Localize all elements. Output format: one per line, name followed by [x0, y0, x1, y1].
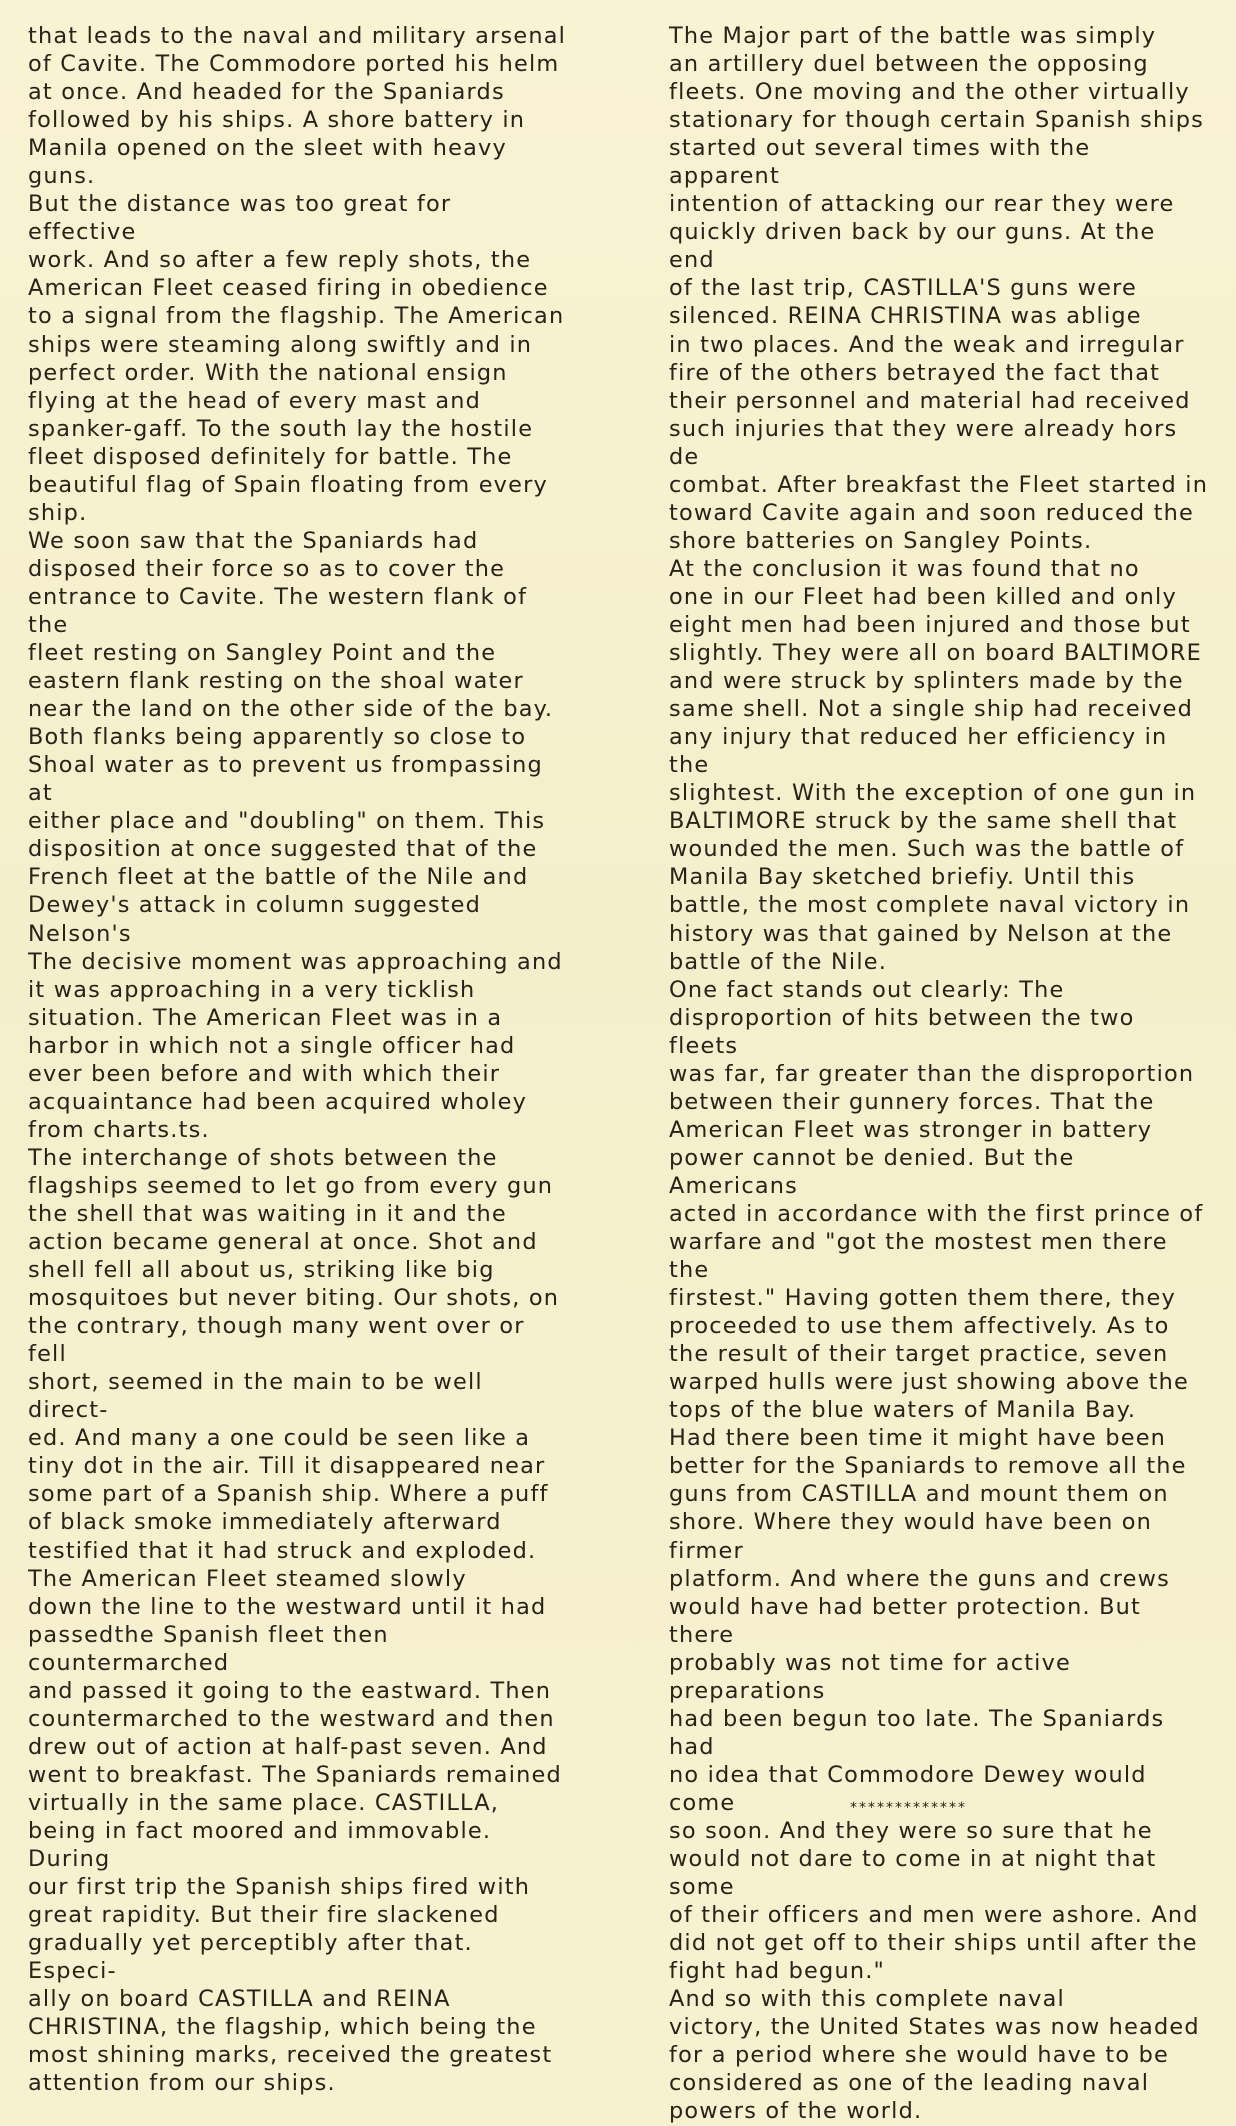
paragraph: The Major part of the battle was simply an artillery duel between the opposing fleets. One moving and the other virtually stationary for though certain Spanish ships started out several times with the apparent intention of attacking our rear they were quickly driven back by our guns. At the end of the last trip, CASTILLA'S guns were silenced. REINA CHRISTINA was ablige in two places. And the weak and irregular fire of the others betrayed the fact that their personnel and material had received such injuries that they were already hors de combat. After breakfast the Fleet started in toward Cavite again and soon reduced the shore batteries on Sangley Points. — [669, 23, 1209, 554]
end-mark: ************* — [850, 1800, 967, 1816]
paragraph: The interchange of shots between the flagships seemed to let go from every gun the shell that was waiting in it and the action became general at once. Shot and shell fell all about us, striking like big mosquitoes but never biting. Our shots, on the contrary, though many went over or fell short, seemed in the main to be well direct- ed. And many a one could be seen like a tiny dot in the air. Till it disappeared near some part of a Spanish ship. Where a puff of black smoke immediately afterward testified that it had struck and exploded. — [28, 1144, 560, 1564]
paragraph: At the conclusion it was found that no one in our Fleet had been killed and only eight men had been injured and those but slightly. They were all on board BALTIMORE and were struck by splinters made by the same shell. Not a single ship had received any injury that reduced her efficiency in the slightest. With the exception of one gun in BALTIMORE struck by the same shell that wounded the men. Such was the battle of Manila Bay sketched briefiy. Until this battle, the most complete naval victory in history was that gained by Nelson at the battle of the Nile. — [669, 555, 1202, 975]
paragraph: We soon saw that the Spaniards had disposed their force so as to cover the entrance to Cavite. The western flank of the fleet resting on Sangley Point and the eastern flank resting on the shoal water near the land on the other side of the bay. Both flanks being apparently so close to Shoal water as to prevent us frompassing at either place and "doubling" on them. This disposition at once suggested that of the French fleet at the battle of the Nile and Dewey's attack in column suggested Nelson's The decisive moment was approaching and it was approaching in a very ticklish situation. The American Fleet was in a harbor in which not a single officer had ever been before and with which their acquaintance had been acquired wholey from charts.ts. — [28, 527, 563, 1143]
paragraph: that leads to the naval and military arsenal of Cavite. The Commodore ported his helm at once. And headed for the Spaniards followed by his ships. A shore battery in Manila opened on the sleet with heavy guns. But the distance was too great for effective work. And so after a few reply shots, the American Fleet ceased firing in obedience to a signal from the flagship. The American ships were steaming along swiftly and in perfect order. With the national ensign flying at the head of every mast and spanker-gaff. To the south lay the hostile fleet disposed definitely for battle. The beautiful flag of Spain floating from every ship. — [28, 23, 567, 526]
left-column — [28, 22, 568, 2097]
paragraph: One fact stands out clearly: The disproportion of hits between the two fleets was far, far greater than the disproportion between their gunnery forces. That the American Fleet was stronger in battery power cannot be denied. But the Americans acted in accordance with the first prince of warfare and "got the mostest men there the firstest." Having gotten them there, they proceeded to use them affectively. As to the result of their target practice, seven warped hulls were just showing above the tops of the blue waters of Manila Bay. — [669, 976, 1204, 1424]
paragraph: The American Fleet steamed slowly down the line to the westward until it had passedthe Spanish fleet then countermarched and passed it going to the eastward. Then countermarched to the westward and then drew out of action at half-past seven. And went to breakfast. The Spaniards remained virtually in the same place. CASTILLA, being in fact moored and immovable. During our first trip the Spanish ships fired with great rapidity. But their fire slackened gradually yet perceptibly after that. Especi- ally on board CASTILLA and REINA CHRISTINA, the flagship, which being the most shining marks, received the greatest attention from our ships. — [28, 1565, 562, 2097]
paragraph: And so with this complete naval victory, the United States was now headed for a period where she would have to be considered as one of the leading naval powers of the world. — [669, 1986, 1200, 2125]
paragraph: Had there been time it might have been better for the Spaniards to remove all the guns from CASTILLA and mount them on shore. Where they would have been on firmer platform. And where the guns and crews would have had better protection. But there probably was not time for active preparations had been begun too late. The Spaniards had no idea that Commodore Dewey would come so soon. And they were so sure that he would not dare to come in at night that some of their officers and men were ashore. And did not get off to their ships until after the fight had begun." — [669, 1425, 1199, 1985]
